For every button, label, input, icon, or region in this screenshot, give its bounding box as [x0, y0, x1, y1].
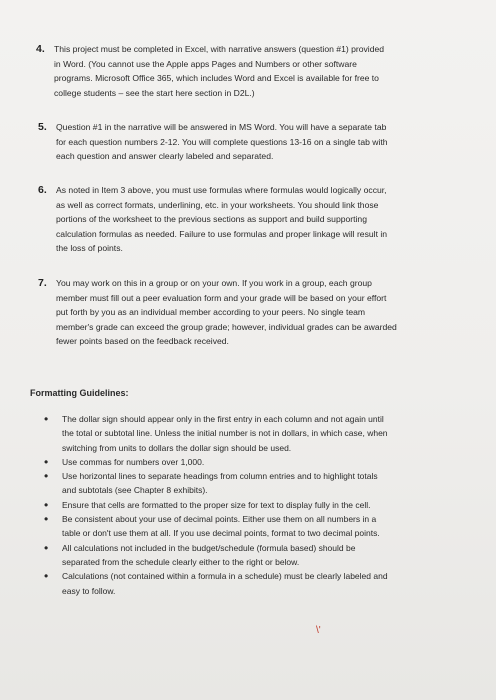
item-line: portions of the worksheet to the previous sections as support and build supporting — [56, 214, 367, 225]
bullet-line: switching from units to dollars the dollar sign should be used. — [62, 442, 292, 453]
bullet-icon: • — [44, 512, 49, 527]
item-line: college students – see the start here section in D2L.) — [54, 87, 255, 98]
bullet-item — [44, 455, 388, 469]
formatting-heading: Formatting Guidelines: — [30, 388, 129, 398]
item-line: the loss of points. — [56, 243, 123, 254]
bullet-line: Use commas for numbers over 1,000. — [62, 456, 205, 467]
bullet-line: easy to follow. — [62, 585, 116, 596]
margin-mark: \' — [316, 625, 321, 636]
item-line: member's grade can exceed the group grade; however, individual grades can be awarded — [56, 321, 397, 332]
item-text — [56, 276, 466, 349]
bullet-item — [44, 412, 388, 455]
item-line: You may work on this in a group or on your own. If you work in a group, each group — [56, 278, 372, 288]
item-number: 5. — [38, 121, 47, 133]
bullet-icon: • — [44, 412, 49, 426]
item-line: member must fill out a peer evaluation form and your grade will be based on your effort — [56, 292, 387, 303]
bullet-line: the total or subtotal line. Unless the initial number is not in dollars, in which case, when — [62, 428, 388, 439]
bullet-item — [44, 498, 388, 512]
bullet-item — [44, 569, 388, 598]
bullet-item — [44, 512, 388, 541]
item-line: put forth by you as an individual member according to your peers. No single team — [56, 307, 366, 318]
item-number: 6. — [38, 184, 47, 196]
item-number: 7. — [38, 277, 47, 289]
bullet-item — [44, 469, 388, 498]
bullet-line: Use horizontal lines to separate headings from column entries and to highlight totals — [62, 471, 378, 482]
bullet-icon: • — [44, 497, 49, 512]
item-text — [56, 120, 466, 164]
item-line: This project must be completed in Excel, with narrative answers (question #1) provided — [54, 44, 385, 54]
item-text — [56, 183, 466, 256]
bullet-line: Calculations (not contained within a formula in a schedule) must be clearly labeled and — [62, 571, 388, 582]
item-line: each question and answer clearly labeled and separated. — [56, 151, 274, 162]
bullet-icon: • — [44, 454, 49, 469]
item-text — [54, 42, 464, 100]
formatting-bullet-list — [44, 412, 388, 598]
item-line: for each question numbers 2-12. You will complete questions 13-16 on a single tab with — [56, 136, 388, 147]
item-line: As noted in Item 3 above, you must use formulas where formulas would logically occur, — [56, 185, 387, 195]
bullet-line: and subtotals (see Chapter 8 exhibits). — [62, 485, 208, 496]
bullet-line: All calculations not included in the budget/schedule (formula based) should be — [62, 542, 356, 553]
item-line: programs. Microsoft Office 365, which includes Word and Excel is available for free to — [54, 73, 379, 84]
item-number: 4. — [36, 43, 45, 55]
bullet-icon: • — [44, 469, 49, 484]
item-line: calculation formulas as needed. Failure to use formulas and proper linkage will result in — [56, 228, 388, 239]
bullet-line: Be consistent about your use of decimal points. Either use them on all numbers in a — [62, 514, 377, 525]
bullet-line: The dollar sign should appear only in the first entry in each column and not again until — [62, 414, 384, 424]
item-line: Question #1 in the narrative will be answered in MS Word. You will have a separate tab — [56, 122, 387, 132]
bullet-icon: • — [44, 569, 49, 584]
bullet-line: separated from the schedule clearly either to the right or below. — [62, 556, 300, 567]
bullet-icon: • — [44, 540, 49, 555]
bullet-item — [44, 541, 388, 570]
bullet-line: table or don't use them at all. If you use decimal points, format to two decimal points. — [62, 528, 380, 539]
item-line: fewer points based on the feedback received. — [56, 336, 229, 347]
bullet-line: Ensure that cells are formatted to the proper size for text to display fully in the cell. — [62, 499, 371, 510]
item-line: in Word. (You cannot use the Apple apps Pages and Numbers or other software — [54, 58, 357, 69]
item-line: as well as correct formats, underlining, etc. in your worksheets. You should link those — [56, 199, 379, 210]
